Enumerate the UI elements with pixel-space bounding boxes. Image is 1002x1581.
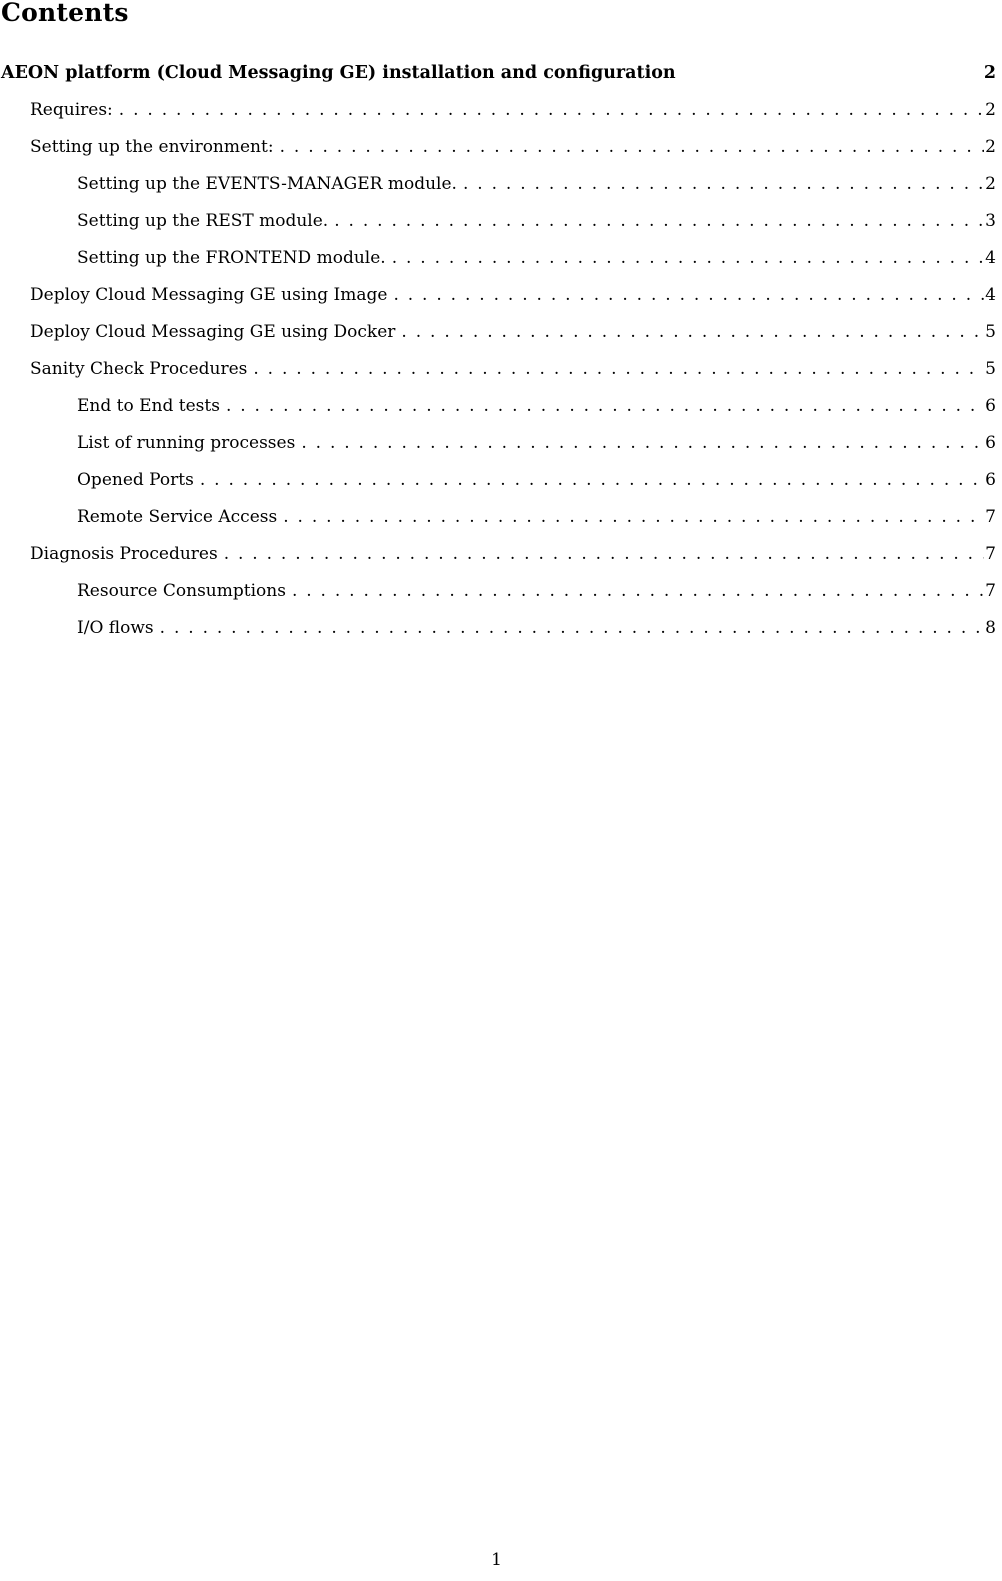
toc-entry[interactable] bbox=[77, 172, 996, 196]
toc-dot-leader bbox=[274, 135, 984, 159]
toc-entry-title: Setting up the environment: bbox=[30, 137, 274, 157]
toc-dot-leader bbox=[387, 283, 984, 307]
toc-entry-page: 4 bbox=[985, 285, 996, 305]
toc-entry[interactable] bbox=[77, 209, 996, 233]
toc-entry-page: 7 bbox=[985, 581, 996, 601]
toc-dot-leader bbox=[286, 579, 984, 603]
toc-entry-title: End to End tests bbox=[77, 396, 220, 416]
toc-dot-leader bbox=[386, 246, 984, 270]
toc-entry-page: 5 bbox=[985, 322, 996, 342]
toc-entry-title: Deploy Cloud Messaging GE using Docker bbox=[30, 322, 396, 342]
toc-entry-title: Setting up the REST module. bbox=[77, 211, 329, 231]
toc-entry[interactable] bbox=[30, 357, 996, 381]
toc-dot-leader bbox=[328, 209, 984, 233]
toc-entry-title: List of running processes bbox=[77, 433, 296, 453]
toc-entry-title: Deploy Cloud Messaging GE using Image bbox=[30, 285, 388, 305]
toc-entry[interactable] bbox=[77, 431, 996, 455]
toc-entry-page: 7 bbox=[985, 507, 996, 527]
toc-entry-page: 2 bbox=[985, 174, 996, 194]
toc-entry-title: Sanity Check Procedures bbox=[30, 359, 248, 379]
toc-entry-title: Opened Ports bbox=[77, 470, 194, 490]
toc-dot-leader bbox=[457, 172, 984, 196]
page-title: Contents bbox=[1, 0, 129, 27]
toc-entry[interactable] bbox=[30, 98, 996, 122]
toc-dot-leader bbox=[154, 616, 984, 640]
toc-entry-page: 5 bbox=[985, 359, 996, 379]
toc-entry-page: 2 bbox=[985, 137, 996, 157]
toc-entry[interactable] bbox=[77, 394, 996, 418]
toc-entry[interactable] bbox=[77, 616, 996, 640]
toc-entry-title: Requires: bbox=[30, 100, 113, 120]
toc-dot-leader bbox=[277, 505, 984, 529]
toc-entry-page: 6 bbox=[985, 396, 996, 416]
toc-dot-leader bbox=[218, 542, 984, 566]
toc-entry[interactable] bbox=[30, 542, 996, 566]
toc-entry-page: 7 bbox=[985, 544, 996, 564]
toc-entry[interactable] bbox=[1, 61, 996, 85]
toc-entry-title: Resource Consumptions bbox=[77, 581, 286, 601]
toc-dot-leader bbox=[395, 320, 984, 344]
toc-dot-leader bbox=[295, 431, 984, 455]
toc-entry[interactable] bbox=[77, 468, 996, 492]
toc-entry-title: Remote Service Access bbox=[77, 507, 278, 527]
toc-dot-leader bbox=[194, 468, 984, 492]
toc-entry-title: Setting up the FRONTEND module. bbox=[77, 248, 386, 268]
page-number: 1 bbox=[491, 1550, 502, 1570]
toc-entry[interactable] bbox=[30, 320, 996, 344]
toc-entry[interactable] bbox=[77, 579, 996, 603]
toc-entry[interactable] bbox=[30, 135, 996, 159]
toc-entry-page: 8 bbox=[985, 618, 996, 638]
toc-entry-page: 2 bbox=[985, 100, 996, 120]
toc-entry-page: 4 bbox=[985, 248, 996, 268]
toc-entry-title: AEON platform (Cloud Messaging GE) installation and configuration bbox=[1, 63, 676, 83]
toc-entry-page: 6 bbox=[985, 433, 996, 453]
toc-entry[interactable] bbox=[77, 246, 996, 270]
toc-entry-page: 2 bbox=[983, 63, 996, 83]
toc-entry[interactable] bbox=[30, 283, 996, 307]
toc-entry-title: I/O flows bbox=[77, 618, 154, 638]
toc-dot-leader bbox=[113, 98, 984, 122]
toc-entry-page: 6 bbox=[985, 470, 996, 490]
toc-entry-page: 3 bbox=[985, 211, 996, 231]
toc-dot-leader bbox=[247, 357, 984, 381]
toc-entry-title: Diagnosis Procedures bbox=[30, 544, 218, 564]
toc-entry-title: Setting up the EVENTS-MANAGER module. bbox=[77, 174, 457, 194]
toc-dot-leader bbox=[220, 394, 984, 418]
toc-entry[interactable] bbox=[77, 505, 996, 529]
